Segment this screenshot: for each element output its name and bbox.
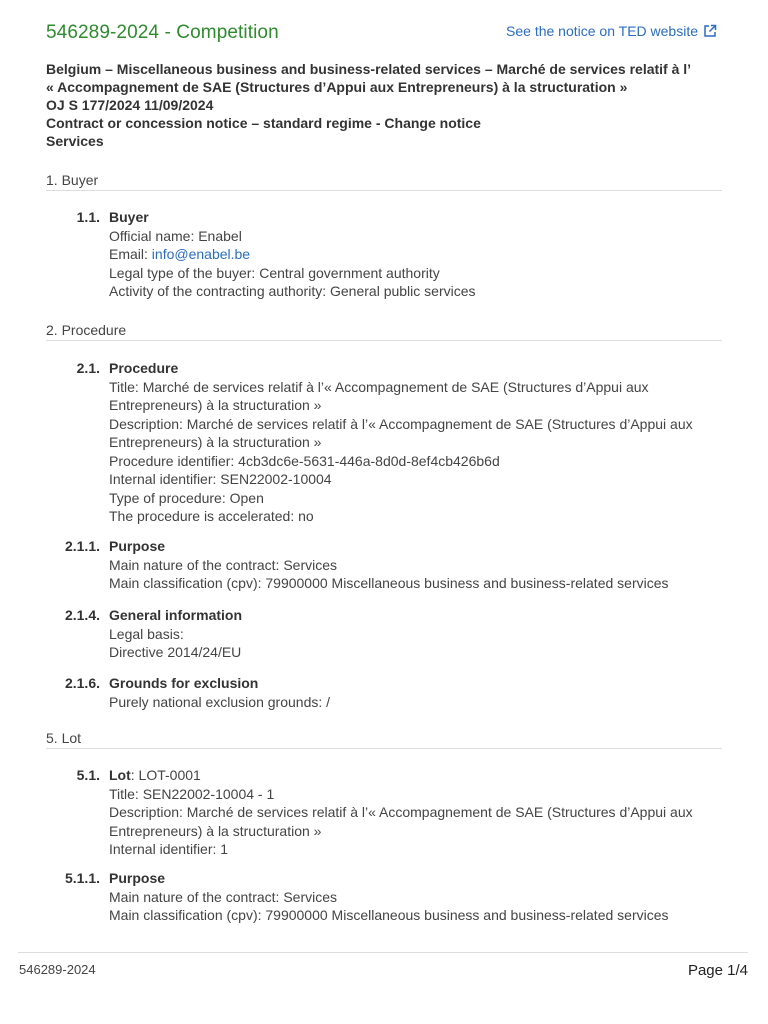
footer-notice-id: 546289-2024: [19, 962, 96, 977]
subsection-2-1-6: [46, 674, 726, 711]
header-line-5: Services: [46, 133, 104, 149]
header-line-1: Belgium – Miscellaneous business and business-related services – Marché de services relatif à l’: [46, 61, 692, 77]
subsection-number: 2.1.4.: [64, 607, 100, 623]
subsection-title: Purpose: [109, 870, 166, 886]
legal-type: Legal type of the buyer: Central government authority: [109, 264, 440, 281]
subsection-title: Grounds for exclusion: [109, 675, 259, 691]
footer-divider: [18, 952, 748, 953]
subsection-number: 2.1.6.: [64, 675, 100, 691]
page-title: 546289-2024 - Competition: [46, 22, 279, 43]
email-line: [109, 245, 726, 264]
ted-link-label[interactable]: See the notice on TED website: [506, 23, 698, 39]
email-link[interactable]: info@enabel.be: [151, 246, 251, 262]
subsection-number: 5.1.1.: [64, 870, 100, 886]
header-line-4: Contract or concession notice – standard regime - Change notice: [46, 115, 481, 131]
header-line-3: OJ S 177/2024 11/09/2024: [46, 97, 214, 113]
ted-website-link[interactable]: [506, 23, 717, 39]
subsection-title: Buyer: [109, 209, 149, 225]
activity: Activity of the contracting authority: General public services: [109, 283, 476, 299]
procedure-desc-l2: Entrepreneurs) à la structuration »: [109, 434, 322, 450]
subsection-number: 5.1.: [76, 767, 100, 783]
subsection-1-1: [46, 208, 726, 301]
procedure-title-l1: Title: Marché de services relatif à l’« Accompagnement de SAE (Structures d’Appui aux: [109, 378, 649, 395]
procedure-accelerated: The procedure is accelerated: no: [109, 508, 314, 524]
section-heading-buyer: 1. Buyer: [46, 172, 722, 191]
subsection-5-1: [46, 766, 726, 859]
contract-nature: Main nature of the contract: Services: [109, 888, 337, 905]
directive: Directive 2014/24/EU: [109, 644, 242, 660]
procedure-title-l2: Entrepreneurs) à la structuration »: [109, 397, 322, 413]
subsection-number: 2.1.1.: [64, 538, 100, 554]
lot-title: Title: SEN22002-10004 - 1: [109, 785, 275, 802]
subsection-2-1-1: [46, 537, 726, 593]
subsection-title: Purpose: [109, 538, 166, 554]
lot-desc-l1: Description: Marché de services relatif à l’« Accompagnement de SAE (Structures d’Appui aux: [109, 804, 693, 820]
header-line-2: « Accompagnement de SAE (Structures d’Appui aux Entrepreneurs) à la structuration »: [46, 79, 628, 95]
procedure-desc-l1: Description: Marché de services relatif à l’« Accompagnement de SAE (Structures d’Appui aux: [109, 415, 693, 432]
procedure-identifier: Procedure identifier: 4cb3dc6e-5631-446a-8d0d-8ef4cb426b6d: [109, 452, 500, 469]
lot-desc-l2: Entrepreneurs) à la structuration »: [109, 822, 322, 839]
subsection-5-1-1: [46, 869, 726, 925]
notice-header: [46, 60, 736, 150]
section-heading-procedure: 2. Procedure: [46, 322, 722, 341]
section-heading-lot: 5. Lot: [46, 730, 722, 749]
subsection-number: 2.1.: [76, 360, 100, 376]
subsection-title: Lot: [109, 767, 131, 783]
lot-id: : LOT-0001: [130, 767, 201, 783]
legal-basis: Legal basis:: [109, 625, 184, 642]
subsection-title: Procedure: [109, 360, 179, 376]
external-link-icon[interactable]: [703, 24, 717, 38]
procedure-type: Type of procedure: Open: [109, 489, 264, 506]
subsection-title: General information: [109, 607, 243, 623]
official-name: Official name: Enabel: [109, 227, 242, 244]
main-classification: Main classification (cpv): 79900000 Miscellaneous business and business-related services: [109, 907, 669, 923]
main-classification: Main classification (cpv): 79900000 Miscellaneous business and business-related services: [109, 575, 669, 591]
lot-heading-line: [109, 766, 726, 785]
email-label: Email:: [109, 246, 152, 262]
subsection-number: 1.1.: [76, 209, 100, 225]
contract-nature: Main nature of the contract: Services: [109, 556, 337, 573]
internal-identifier: Internal identifier: SEN22002-10004: [109, 471, 332, 487]
exclusion-grounds: Purely national exclusion grounds: /: [109, 693, 331, 710]
footer-page-number: Page 1/4: [687, 962, 748, 979]
subsection-2-1-4: [46, 606, 726, 662]
lot-internal-identifier: Internal identifier: 1: [109, 841, 229, 857]
subsection-2-1: [46, 359, 726, 526]
